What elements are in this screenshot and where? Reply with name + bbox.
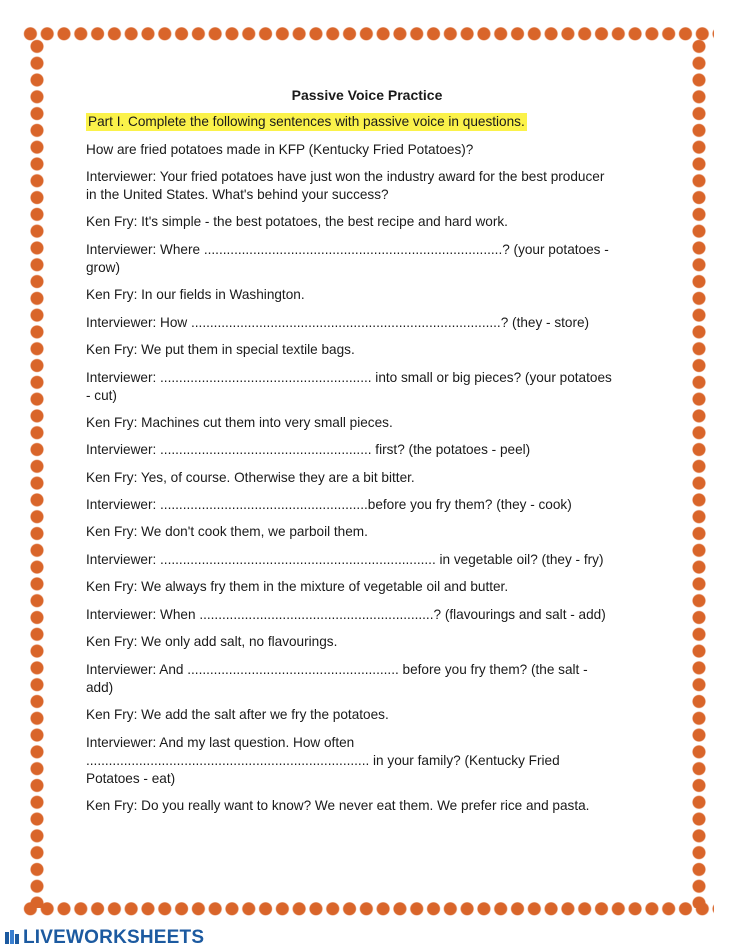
worksheet-title: Passive Voice Practice <box>291 87 443 103</box>
decorative-border-right <box>688 38 710 908</box>
part-heading <box>86 113 527 131</box>
text-line: Ken Fry: We don't cook them, we parboil them. <box>86 524 368 539</box>
text-line: Ken Fry: We add the salt after we fry the potatoes. <box>86 707 389 722</box>
text-line: Ken Fry: Yes, of course. Otherwise they are a bit bitter. <box>86 470 415 485</box>
text-line: Interviewer: Your fried potatoes have just won the industry award for the best producer <box>86 169 605 184</box>
text-line: grow) <box>86 260 120 275</box>
text-line: Ken Fry: We put them in special textile bags. <box>86 342 355 357</box>
text-line: Ken Fry: We always fry them in the mixture of vegetable oil and butter. <box>86 579 509 594</box>
liveworksheets-logo <box>4 927 204 949</box>
text-line: Interviewer: When ..............................................................? (flavourings and salt - add) <box>86 607 606 622</box>
text-line: Interviewer: And my last question. How often <box>86 735 355 750</box>
text-line: Interviewer: .......................................................before you fry them? (they - cook) <box>86 497 572 512</box>
text-line: ........................................................................... in your family? (Kentucky Fried <box>86 753 560 768</box>
text-line: How are fried potatoes made in KFP (Kentucky Fried Potatoes)? <box>86 142 474 157</box>
part-heading-highlight: Part I. Complete the following sentences with passive voice in questions. <box>88 114 525 129</box>
text-line: Potatoes - eat) <box>86 771 176 786</box>
text-line: Interviewer: ........................................................ first? (the potatoes - peel) <box>86 442 531 457</box>
decorative-border-bottom <box>22 900 714 922</box>
text-line: Interviewer: How ..................................................................................? (they - store) <box>86 315 590 330</box>
text-line: Interviewer: And ........................................................ before you fry them? (the salt - <box>86 662 588 677</box>
text-line: Interviewer: ......................................................................... in vegetable oil? (they - fry) <box>86 552 604 567</box>
text-line: Ken Fry: Machines cut them into very small pieces. <box>86 415 393 430</box>
text-line: add) <box>86 680 114 695</box>
text-line: Ken Fry: In our fields in Washington. <box>86 287 305 302</box>
text-line: Ken Fry: We only add salt, no flavourings. <box>86 634 338 649</box>
worksheets-icon <box>4 929 20 945</box>
text-line: Interviewer: ........................................................ into small or big pieces? (your potatoes <box>86 370 612 385</box>
text-line: Ken Fry: It's simple - the best potatoes, the best recipe and hard work. <box>86 214 508 229</box>
decorative-border-left <box>26 38 48 908</box>
footer-brand-text: LIVEWORKSHEETS <box>23 927 205 948</box>
decorative-border-top <box>22 25 714 47</box>
text-line: Ken Fry: Do you really want to know? We never eat them. We prefer rice and pasta. <box>86 798 590 813</box>
text-line: in the United States. What's behind your success? <box>86 187 389 202</box>
text-line: Interviewer: Where ...............................................................................? (your potatoes - <box>86 242 609 257</box>
text-line: - cut) <box>86 388 117 403</box>
